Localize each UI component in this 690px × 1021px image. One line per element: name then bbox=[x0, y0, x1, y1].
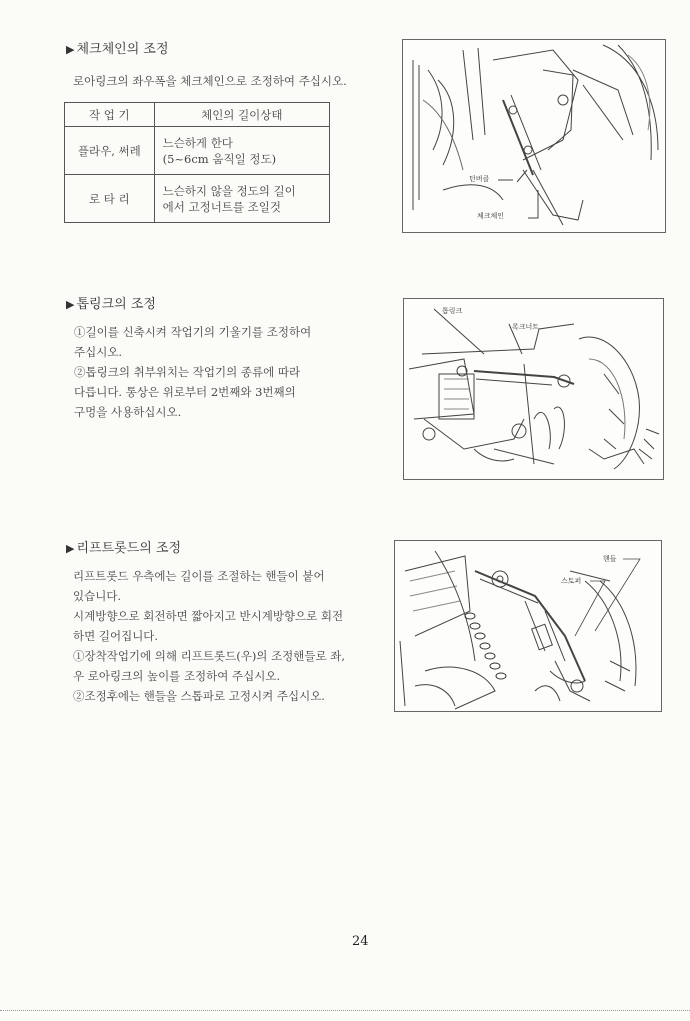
table-header-row bbox=[65, 103, 330, 127]
body-line: 있습니다. bbox=[73, 589, 122, 603]
body-line: 리프트롯드 우측에는 길이를 조절하는 핸들이 붙어 bbox=[73, 569, 325, 583]
table-row bbox=[65, 127, 330, 175]
figure-label-turnbuckle: 턴버클 bbox=[469, 175, 490, 183]
lift-rod-drawing bbox=[395, 541, 661, 711]
section-heading-top-link bbox=[66, 293, 156, 312]
triangle-bullet-icon: ▶ bbox=[66, 542, 75, 555]
body-line: 시계방향으로 회전하면 짧아지고 반시계방향으로 회전 bbox=[73, 609, 344, 623]
figure-label-check-chain: 체크체인 bbox=[477, 212, 505, 220]
figure-label-handle: 핸들 bbox=[603, 555, 617, 563]
body-line: 주십시오. bbox=[74, 345, 123, 359]
table-cell-machine: 플라우, 써레 bbox=[65, 127, 155, 175]
lift-rod-illustration bbox=[394, 540, 662, 712]
body-line: 다릅니다. 통상은 위로부터 2번째와 3번째의 bbox=[74, 385, 296, 399]
section-heading-lift-rod bbox=[66, 537, 181, 556]
page-number: 24 bbox=[352, 934, 369, 949]
table-row bbox=[65, 175, 330, 223]
figure-label-top-link: 톱링크 bbox=[442, 307, 463, 315]
triangle-bullet-icon: ▶ bbox=[66, 298, 75, 311]
section-heading-text: 리프트롯드의 조정 bbox=[76, 541, 182, 556]
body-line: ①장착작업기에 의해 리프트롯드(우)의 조정핸들로 좌, bbox=[73, 649, 346, 663]
figure-label-stopper: 스토퍼 bbox=[561, 577, 582, 585]
table-cell-state bbox=[154, 127, 329, 175]
table-header-cell: 작 업 기 bbox=[65, 103, 155, 127]
bottom-edge-divider bbox=[0, 1010, 690, 1011]
section-body bbox=[73, 566, 345, 706]
top-link-illustration bbox=[403, 298, 664, 480]
body-line: ②톱링크의 취부위치는 작업기의 종류에 따라 bbox=[74, 365, 301, 379]
chain-length-table bbox=[64, 102, 330, 223]
state-line: 느슨하게 한다 bbox=[162, 135, 233, 150]
section-heading-text: 톱링크의 조정 bbox=[76, 297, 156, 312]
check-chain-illustration bbox=[402, 39, 666, 233]
table-cell-state bbox=[154, 175, 329, 223]
triangle-bullet-icon: ▶ bbox=[66, 43, 75, 56]
body-line: ②조정후에는 핸들을 스톱파로 고정시켜 주십시오. bbox=[73, 689, 325, 703]
body-line: ①길이를 신축시켜 작업기의 기울기를 조정하여 bbox=[74, 325, 312, 339]
check-chain-drawing bbox=[403, 40, 665, 232]
section-heading-text: 체크체인의 조정 bbox=[76, 42, 169, 57]
section-body bbox=[74, 322, 311, 422]
state-line: 느슨하지 않을 정도의 길이 bbox=[162, 183, 296, 198]
section-intro bbox=[73, 71, 347, 91]
intro-text: 로아링크의 좌우폭을 체크체인으로 조정하여 주십시오. bbox=[73, 74, 347, 88]
body-line: 구멍을 사용하십시오. bbox=[74, 405, 182, 419]
body-line: 우 로아링크의 높이를 조정하여 주십시오. bbox=[73, 669, 281, 683]
state-line: (5~6cm 움직일 정도) bbox=[162, 151, 277, 166]
table-cell-machine: 로 타 리 bbox=[65, 175, 155, 223]
state-line: 에서 고정너트를 조일것 bbox=[162, 199, 282, 214]
body-line: 하면 길어집니다. bbox=[73, 629, 159, 643]
top-link-drawing bbox=[404, 299, 663, 479]
table-header-cell: 체인의 길이상태 bbox=[154, 103, 329, 127]
section-heading-check-chain bbox=[66, 38, 169, 57]
figure-label-lock-nut: 록크너트 bbox=[512, 323, 540, 331]
